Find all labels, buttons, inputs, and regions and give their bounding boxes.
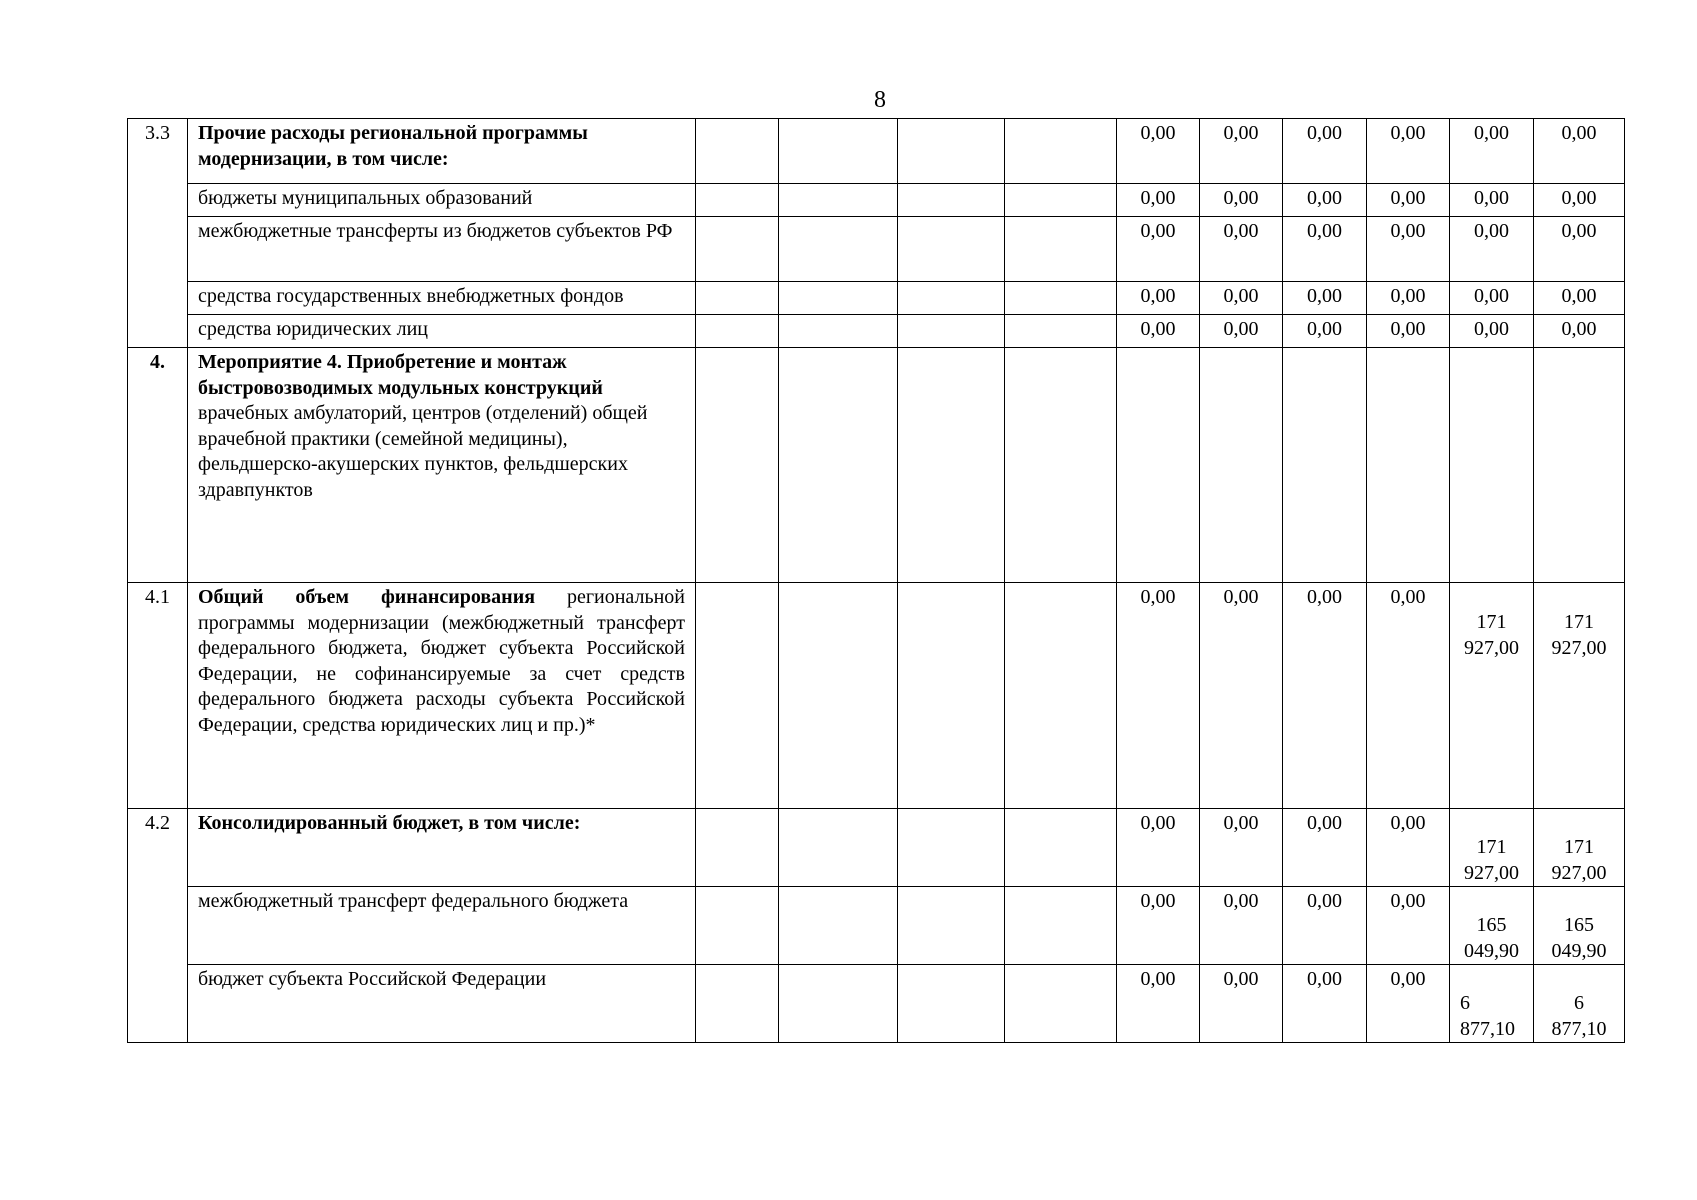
cell-value-text: 171 927,00 bbox=[1464, 836, 1519, 884]
row-number: 4.2 bbox=[128, 809, 188, 1043]
financing-table bbox=[127, 118, 1625, 1043]
cell-value-text: 6 877,10 bbox=[1551, 992, 1607, 1040]
cell-value: 0,00 bbox=[1534, 184, 1625, 217]
cell-value: 0,00 bbox=[1283, 119, 1367, 184]
cell-value: 0,00 bbox=[1283, 282, 1367, 315]
cell-value: 0,00 bbox=[1367, 217, 1450, 282]
cell-value: 0,00 bbox=[1534, 315, 1625, 348]
cell-value bbox=[1450, 809, 1534, 887]
page-number: 8 bbox=[874, 87, 886, 113]
cell-value: 0,00 bbox=[1117, 809, 1200, 887]
cell-value-text: 165 049,90 bbox=[1464, 914, 1519, 962]
cell-value: 0,00 bbox=[1367, 282, 1450, 315]
cell-value: 0,00 bbox=[1200, 809, 1283, 887]
cell-value: 0,00 bbox=[1534, 282, 1625, 315]
cell-value: 0,00 bbox=[1200, 965, 1283, 1043]
cell-value: 0,00 bbox=[1450, 184, 1534, 217]
cell-value: 0,00 bbox=[1367, 119, 1450, 184]
row-label: бюджеты муниципальных образований bbox=[188, 184, 696, 217]
cell-value: 0,00 bbox=[1117, 965, 1200, 1043]
cell-value bbox=[1450, 887, 1534, 965]
row-label bbox=[188, 348, 696, 583]
row-label: Прочие расходы региональной программы модернизации, в том числе: bbox=[188, 119, 696, 184]
cell-value: 0,00 bbox=[1450, 217, 1534, 282]
row-label: Консолидированный бюджет, в том числе: bbox=[188, 809, 696, 887]
cell-value bbox=[1450, 583, 1534, 809]
cell-value: 0,00 bbox=[1117, 184, 1200, 217]
row-number: 4.1 bbox=[128, 583, 188, 809]
cell-value-text: 165 049,90 bbox=[1551, 914, 1607, 962]
row-label-rest: региональной программы модернизации (межбюджетный трансферт федерального бюджета, бюджет субъекта Российской Федерации, не софинансируемые за счет средств федерального бюджета расходы субъекта Российской Федерации, средства юридических лиц и пр.)* bbox=[198, 586, 685, 736]
cell-value: 0,00 bbox=[1283, 184, 1367, 217]
table-row bbox=[128, 184, 1625, 217]
table-row bbox=[128, 965, 1625, 1043]
cell-value: 0,00 bbox=[1200, 583, 1283, 809]
table-row bbox=[128, 583, 1625, 809]
row-label: бюджет субъекта Российской Федерации bbox=[188, 965, 696, 1043]
cell-value-text: 171 927,00 bbox=[1551, 836, 1607, 884]
cell-value: 0,00 bbox=[1117, 315, 1200, 348]
cell-value: 0,00 bbox=[1283, 217, 1367, 282]
row-label bbox=[188, 583, 696, 809]
cell-value-text: 6 877,10 bbox=[1460, 992, 1515, 1040]
cell-value: 0,00 bbox=[1283, 583, 1367, 809]
cell-value: 0,00 bbox=[1367, 965, 1450, 1043]
cell-value: 0,00 bbox=[1283, 315, 1367, 348]
cell-value: 0,00 bbox=[1534, 119, 1625, 184]
cell-value: 0,00 bbox=[1200, 282, 1283, 315]
cell-value: 0,00 bbox=[1367, 315, 1450, 348]
cell-value-text: 171 927,00 bbox=[1464, 611, 1519, 659]
row-number: 3.3 bbox=[128, 119, 188, 348]
cell-value: 0,00 bbox=[1200, 315, 1283, 348]
cell-value bbox=[1450, 965, 1534, 1043]
cell-value: 0,00 bbox=[1200, 184, 1283, 217]
cell-value: 0,00 bbox=[1117, 887, 1200, 965]
cell-value: 0,00 bbox=[1117, 282, 1200, 315]
row-label: межбюджетный трансферт федерального бюджета bbox=[188, 887, 696, 965]
cell-value: 0,00 bbox=[1450, 119, 1534, 184]
cell-value: 0,00 bbox=[1200, 217, 1283, 282]
table-row bbox=[128, 119, 1625, 184]
cell-value bbox=[1534, 809, 1625, 887]
table-row bbox=[128, 282, 1625, 315]
cell-value: 0,00 bbox=[1367, 887, 1450, 965]
cell-value: 0,00 bbox=[1367, 184, 1450, 217]
row-label: средства юридических лиц bbox=[188, 315, 696, 348]
cell-value: 0,00 bbox=[1450, 315, 1534, 348]
cell-value bbox=[1534, 583, 1625, 809]
row-label-bold: Мероприятие 4. Приобретение и монтаж быстровозводимых модульных конструкций bbox=[198, 351, 603, 399]
cell-value: 0,00 bbox=[1200, 119, 1283, 184]
cell-value: 0,00 bbox=[1450, 282, 1534, 315]
table-row bbox=[128, 887, 1625, 965]
cell-value bbox=[1534, 887, 1625, 965]
cell-value: 0,00 bbox=[1367, 583, 1450, 809]
cell-value: 0,00 bbox=[1283, 887, 1367, 965]
cell-value: 0,00 bbox=[1117, 119, 1200, 184]
cell-value: 0,00 bbox=[1367, 809, 1450, 887]
cell-value: 0,00 bbox=[1200, 887, 1283, 965]
cell-value bbox=[1534, 965, 1625, 1043]
row-label: межбюджетные трансферты из бюджетов субъектов РФ bbox=[188, 217, 696, 282]
cell-value: 0,00 bbox=[1534, 217, 1625, 282]
table-row bbox=[128, 217, 1625, 282]
row-number: 4. bbox=[128, 348, 188, 583]
cell-value-text: 171 927,00 bbox=[1551, 611, 1607, 659]
row-label-rest: врачебных амбулаторий, центров (отделений) общей врачебной практики (семейной медицины), фельдшерско-акушерских пунктов, фельдшерских здравпунктов bbox=[198, 402, 648, 501]
cell-value: 0,00 bbox=[1117, 583, 1200, 809]
cell-value: 0,00 bbox=[1283, 809, 1367, 887]
row-label-bold: Общий объем финансирования bbox=[198, 586, 536, 608]
table-row bbox=[128, 348, 1625, 583]
table-row bbox=[128, 315, 1625, 348]
cell-value: 0,00 bbox=[1283, 965, 1367, 1043]
table-row bbox=[128, 809, 1625, 887]
row-label: средства государственных внебюджетных фондов bbox=[188, 282, 696, 315]
cell-value: 0,00 bbox=[1117, 217, 1200, 282]
